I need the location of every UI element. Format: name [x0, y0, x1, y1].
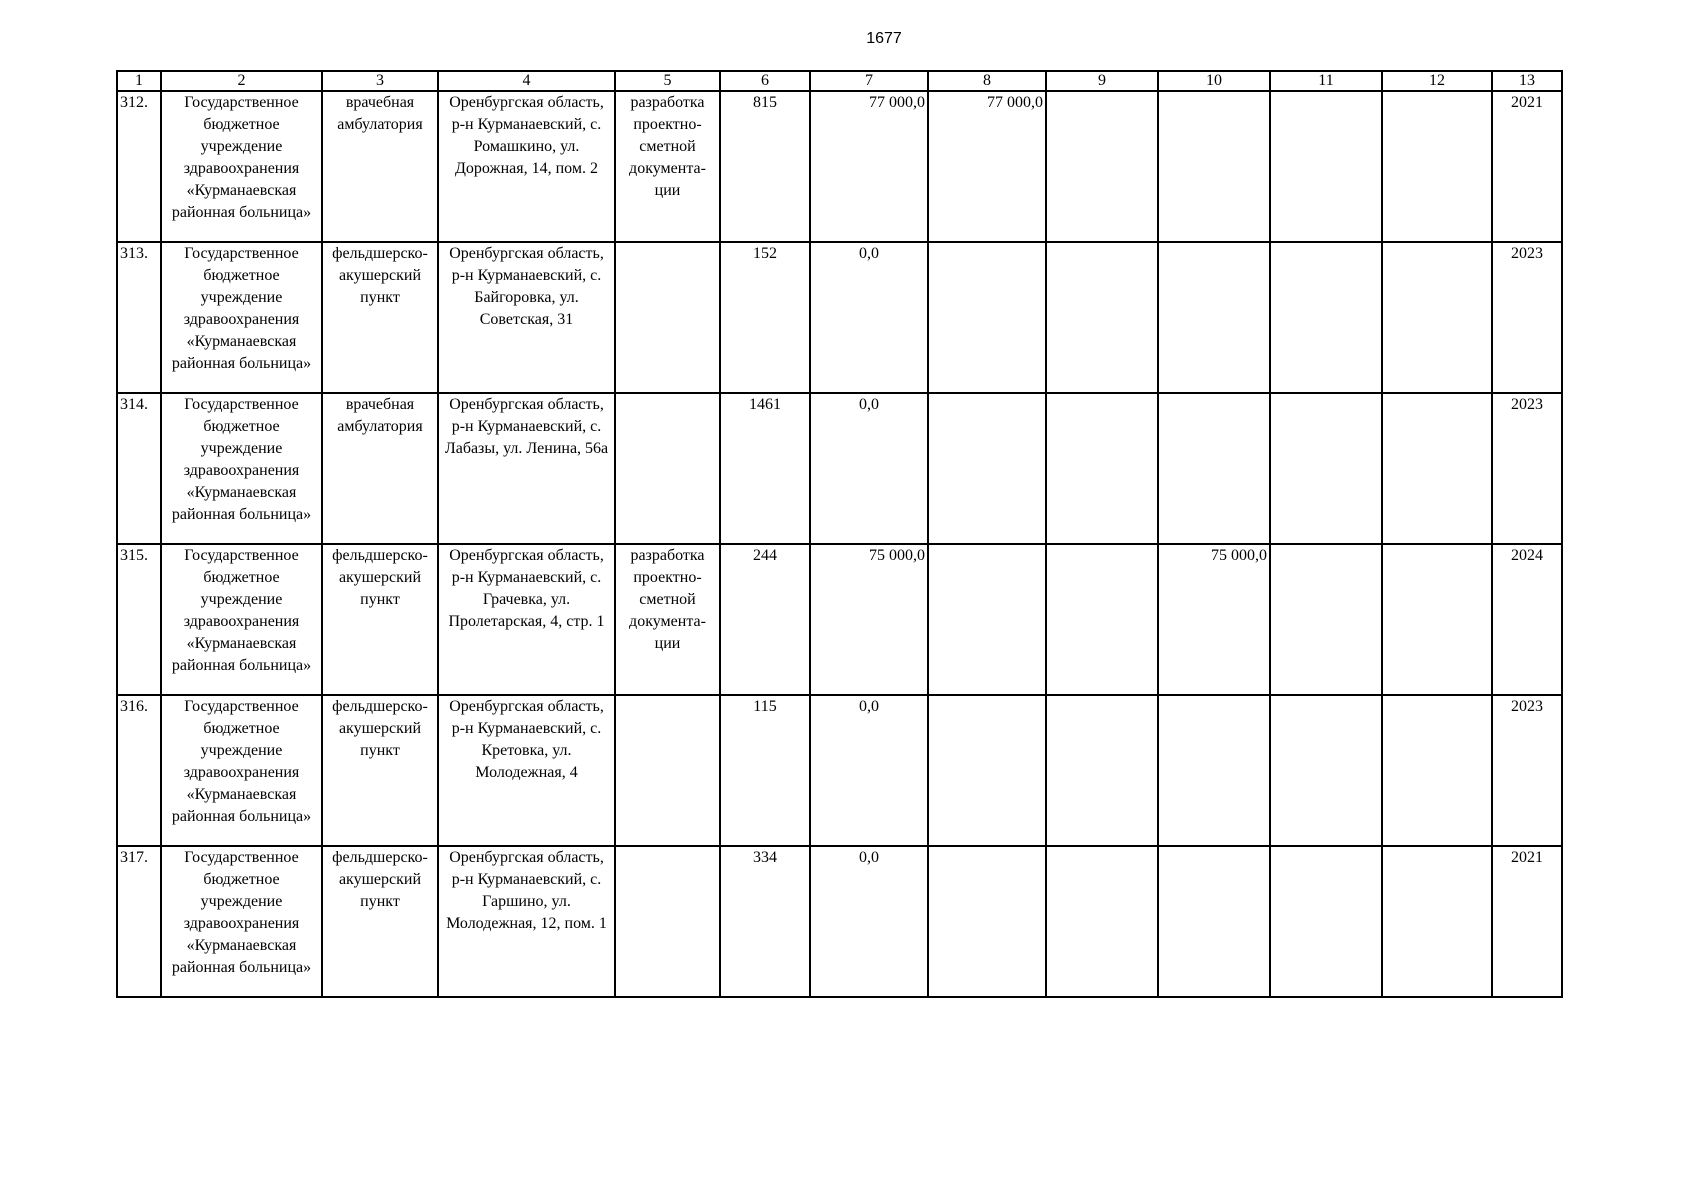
col8-cell — [928, 242, 1046, 393]
work-type-cell — [615, 242, 720, 393]
institution-cell: Государственное бюджетное учреждение здравоохранения «Курманаевская районная больница» — [161, 91, 322, 242]
column-number: 5 — [615, 71, 720, 91]
work-type-cell — [615, 695, 720, 846]
col12-cell — [1382, 91, 1492, 242]
col11-cell — [1270, 544, 1382, 695]
institution-cell: Государственное бюджетное учреждение здравоохранения «Курманаевская районная больница» — [161, 242, 322, 393]
row-number: 313. — [117, 242, 161, 393]
row-number: 315. — [117, 544, 161, 695]
table-row — [117, 846, 1562, 997]
institution-cell: Государственное бюджетное учреждение здравоохранения «Курманаевская районная больница» — [161, 846, 322, 997]
table-row — [117, 393, 1562, 544]
col11-cell — [1270, 393, 1382, 544]
year-cell: 2023 — [1492, 393, 1562, 544]
institution-cell: Государственное бюджетное учреждение здравоохранения «Курманаевская районная больница» — [161, 695, 322, 846]
page-number: 1677 — [866, 30, 902, 47]
table-row — [117, 91, 1562, 242]
col11-cell — [1270, 242, 1382, 393]
col9-cell — [1046, 846, 1158, 997]
facility-type-cell: врачебная амбулатория — [322, 91, 438, 242]
col9-cell — [1046, 695, 1158, 846]
column-number: 9 — [1046, 71, 1158, 91]
institution-cell: Государственное бюджетное учреждение здравоохранения «Курманаевская районная больница» — [161, 393, 322, 544]
row-number: 314. — [117, 393, 161, 544]
col7-cell: 0,0 — [810, 242, 928, 393]
col6-cell: 815 — [720, 91, 810, 242]
year-cell: 2021 — [1492, 91, 1562, 242]
col12-cell — [1382, 393, 1492, 544]
year-cell: 2023 — [1492, 695, 1562, 846]
col10-cell — [1158, 846, 1270, 997]
col8-cell — [928, 846, 1046, 997]
col8-cell — [928, 544, 1046, 695]
col8-cell — [928, 695, 1046, 846]
row-number: 312. — [117, 91, 161, 242]
column-number: 3 — [322, 71, 438, 91]
facility-type-cell: фельдшерско-акушерский пункт — [322, 846, 438, 997]
column-number: 12 — [1382, 71, 1492, 91]
table-row — [117, 242, 1562, 393]
address-cell: Оренбургская область, р-н Курманаевский, с. Байгоровка, ул. Советская, 31 — [438, 242, 615, 393]
column-number: 7 — [810, 71, 928, 91]
col9-cell — [1046, 393, 1158, 544]
column-number: 1 — [117, 71, 161, 91]
work-type-cell: разработка проектно-сметной документа-ции — [615, 91, 720, 242]
facility-type-cell: фельдшерско-акушерский пункт — [322, 544, 438, 695]
col7-cell: 0,0 — [810, 695, 928, 846]
col7-cell: 75 000,0 — [810, 544, 928, 695]
address-cell: Оренбургская область, р-н Курманаевский, с. Ромашкино, ул. Дорожная, 14, пом. 2 — [438, 91, 615, 242]
work-type-cell — [615, 393, 720, 544]
year-cell: 2023 — [1492, 242, 1562, 393]
row-number: 317. — [117, 846, 161, 997]
col12-cell — [1382, 695, 1492, 846]
column-number-row — [117, 71, 1562, 91]
col11-cell — [1270, 91, 1382, 242]
column-number: 4 — [438, 71, 615, 91]
col11-cell — [1270, 846, 1382, 997]
col6-cell: 1461 — [720, 393, 810, 544]
col10-cell — [1158, 695, 1270, 846]
facility-type-cell: фельдшерско-акушерский пункт — [322, 242, 438, 393]
facility-type-cell: врачебная амбулатория — [322, 393, 438, 544]
facility-type-cell: фельдшерско-акушерский пункт — [322, 695, 438, 846]
col12-cell — [1382, 242, 1492, 393]
col7-cell: 0,0 — [810, 393, 928, 544]
year-cell: 2024 — [1492, 544, 1562, 695]
col12-cell — [1382, 846, 1492, 997]
year-cell: 2021 — [1492, 846, 1562, 997]
col6-cell: 244 — [720, 544, 810, 695]
col9-cell — [1046, 544, 1158, 695]
row-number: 316. — [117, 695, 161, 846]
column-number: 6 — [720, 71, 810, 91]
address-cell: Оренбургская область, р-н Курманаевский, с. Кретовка, ул. Молодежная, 4 — [438, 695, 615, 846]
column-number: 10 — [1158, 71, 1270, 91]
col10-cell — [1158, 393, 1270, 544]
col10-cell — [1158, 91, 1270, 242]
col12-cell — [1382, 544, 1492, 695]
table-row — [117, 695, 1562, 846]
column-number: 8 — [928, 71, 1046, 91]
col6-cell: 115 — [720, 695, 810, 846]
col8-cell — [928, 393, 1046, 544]
col8-cell: 77 000,0 — [928, 91, 1046, 242]
col9-cell — [1046, 242, 1158, 393]
col10-cell: 75 000,0 — [1158, 544, 1270, 695]
address-cell: Оренбургская область, р-н Курманаевский, с. Лабазы, ул. Ленина, 56а — [438, 393, 615, 544]
column-number: 13 — [1492, 71, 1562, 91]
facilities-table — [116, 70, 1563, 998]
column-number: 11 — [1270, 71, 1382, 91]
work-type-cell: разработка проектно-сметной документа-ции — [615, 544, 720, 695]
institution-cell: Государственное бюджетное учреждение здравоохранения «Курманаевская районная больница» — [161, 544, 322, 695]
col9-cell — [1046, 91, 1158, 242]
column-number: 2 — [161, 71, 322, 91]
col6-cell: 334 — [720, 846, 810, 997]
col7-cell: 77 000,0 — [810, 91, 928, 242]
address-cell: Оренбургская область, р-н Курманаевский, с. Грачевка, ул. Пролетарская, 4, стр. 1 — [438, 544, 615, 695]
col10-cell — [1158, 242, 1270, 393]
col11-cell — [1270, 695, 1382, 846]
address-cell: Оренбургская область, р-н Курманаевский, с. Гаршино, ул. Молодежная, 12, пом. 1 — [438, 846, 615, 997]
col6-cell: 152 — [720, 242, 810, 393]
work-type-cell — [615, 846, 720, 997]
col7-cell: 0,0 — [810, 846, 928, 997]
table-row — [117, 544, 1562, 695]
